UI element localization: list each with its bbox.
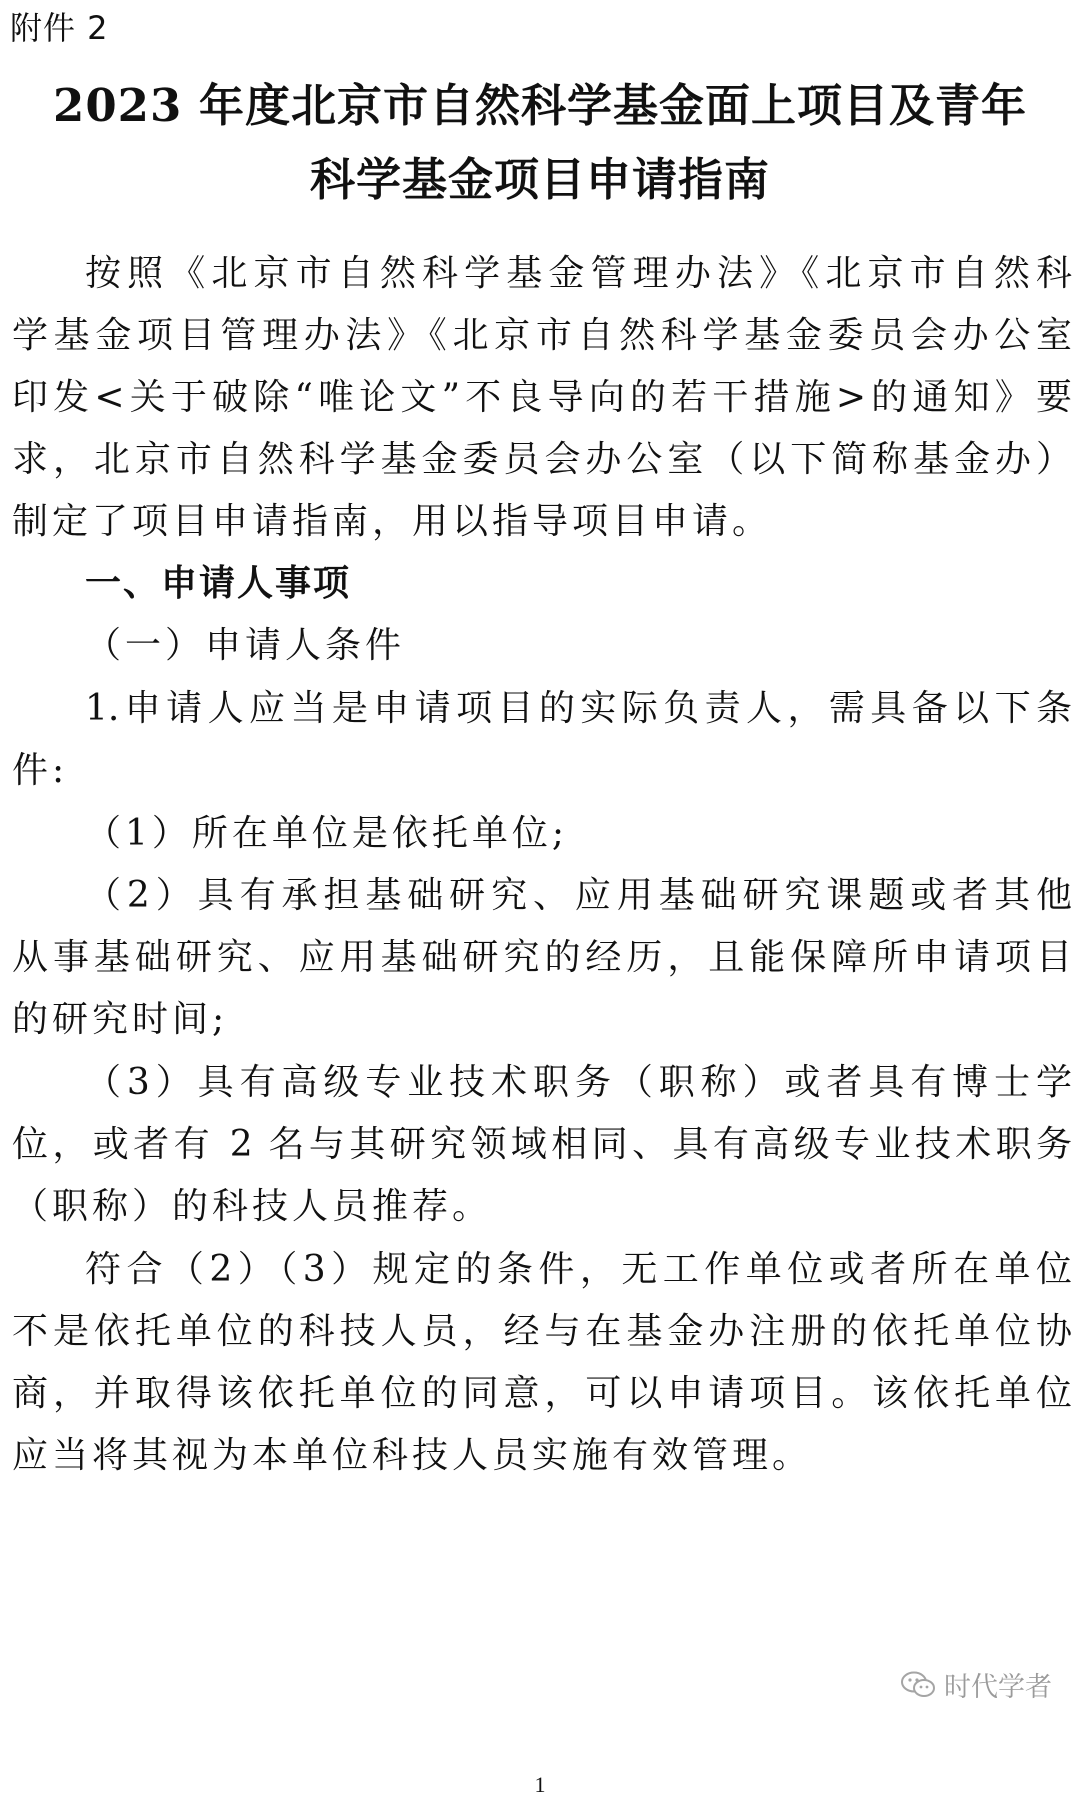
document-title-line-1: 2023 年度北京市自然科学基金面上项目及青年 [53, 79, 1027, 132]
body-line: 的研究时间; [12, 999, 229, 1040]
body-line: 件: [12, 750, 69, 791]
body-line: （1）所在单位是依托单位; [85, 813, 569, 854]
body-line: 符合（2）（3）规定的条件，无工作单位或者所在单位 [85, 1249, 1072, 1290]
body-line: 商，并取得该依托单位的同意，可以申请项目。该依托单位 [12, 1373, 1072, 1414]
body-line: 不是依托单位的科技人员，经与在基金办注册的依托单位协 [12, 1311, 1072, 1352]
body-line: 按照《北京市自然科学基金管理办法》《北京市自然科 [85, 253, 1072, 294]
attachment-label: 附件 2 [10, 9, 109, 47]
wechat-icon [900, 1670, 936, 1700]
body-line: （2）具有承担基础研究、应用基础研究课题或者其他 [85, 875, 1072, 916]
watermark [900, 1665, 1052, 1704]
body-line: 印发<关于破除“唯论文”不良导向的若干措施>的通知》要 [12, 377, 1072, 418]
body-line: （职称）的科技人员推荐。 [12, 1186, 493, 1227]
subsection-heading: （一）申请人条件 [85, 625, 406, 666]
body-line: 应当将其视为本单位科技人员实施有效管理。 [12, 1435, 813, 1476]
watermark-text: 时代学者 [944, 1672, 1052, 1703]
body-line: 从事基础研究、应用基础研究的经历，且能保障所申请项目 [12, 937, 1072, 978]
body-line: 求，北京市自然科学基金委员会办公室（以下简称基金办） [12, 439, 1072, 480]
body-line: 学基金项目管理办法》《北京市自然科学基金委员会办公室 [12, 315, 1072, 356]
document-title-line-2: 科学基金项目申请指南 [309, 153, 770, 206]
section-heading: 一、申请人事项 [85, 563, 352, 604]
body-line: 1.申请人应当是申请项目的实际负责人，需具备以下条 [85, 688, 1072, 729]
body-line: （3）具有高级专业技术职务（职称）或者具有博士学 [85, 1062, 1072, 1103]
page-number: 1 [534, 1772, 546, 1797]
body-line: 制定了项目申请指南，用以指导项目申请。 [12, 501, 773, 542]
body-line: 位，或者有 2 名与其研究领域相同、具有高级专业技术职务 [12, 1124, 1072, 1165]
